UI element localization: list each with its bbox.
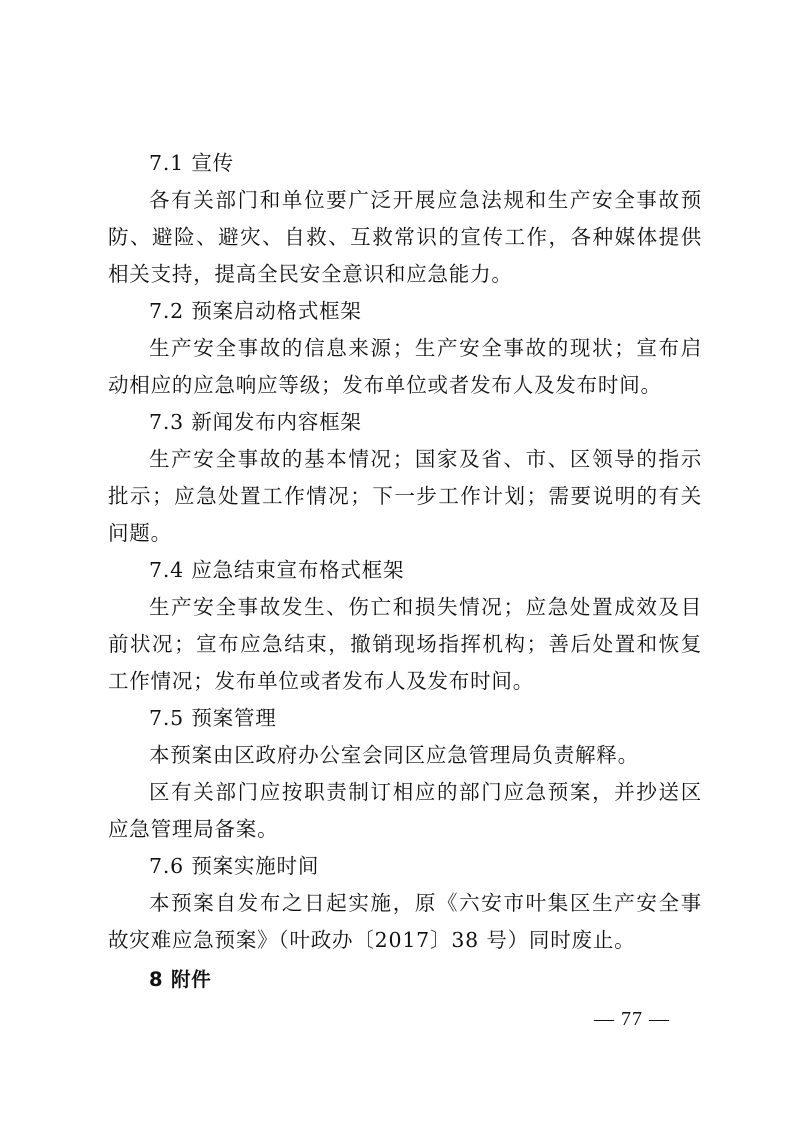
- section-7-6-paragraph: 本预案自发布之日起实施，原《六安市叶集区生产安全事故灾难应急预案》（叶政办〔2017〕38 号）同时废止。: [108, 891, 702, 952]
- section-7-2-paragraph: 生产安全事故的信息来源；生产安全事故的现状；宣布启动相应的应急响应等级；发布单位或者发布人及发布时间。: [108, 336, 702, 397]
- section-7-3-paragraph: 生产安全事故的基本情况；国家及省、市、区领导的指示批示；应急处置工作情况；下一步工作计划；需要说明的有关问题。: [108, 447, 702, 545]
- section-heading-7-2: 7.2 预案启动格式框架: [149, 299, 362, 323]
- chapter-heading-attachments: 8 附件: [149, 968, 212, 991]
- section-heading-7-5: 7.5 预案管理: [149, 706, 277, 730]
- section-heading-7-1: 7.1 宣传: [149, 151, 234, 175]
- document-body: [108, 145, 702, 998]
- section-heading-7-4: 7.4 应急结束宣布格式框架: [149, 558, 405, 582]
- page-number: — 77 —: [594, 1008, 670, 1030]
- section-7-1-paragraph: 各有关部门和单位要广泛开展应急法规和生产安全事故预防、避险、避灾、自救、互救常识的宣传工作，各种媒体提供相关支持，提高全民安全意识和应急能力。: [108, 188, 702, 286]
- section-7-4-paragraph: 生产安全事故发生、伤亡和损失情况；应急处置成效及目前状况；宣布应急结束，撤销现场指挥机构；善后处置和恢复工作情况；发布单位或者发布人及发布时间。: [108, 595, 702, 693]
- section-7-5-paragraph-1: 本预案由区政府办公室会同区应急管理局负责解释。: [149, 743, 639, 767]
- section-heading-7-6: 7.6 预案实施时间: [149, 854, 320, 878]
- section-heading-7-3: 7.3 新闻发布内容框架: [149, 410, 362, 434]
- section-7-5-paragraph-2: 区有关部门应按职责制订相应的部门应急预案，并抄送区应急管理局备案。: [108, 780, 702, 841]
